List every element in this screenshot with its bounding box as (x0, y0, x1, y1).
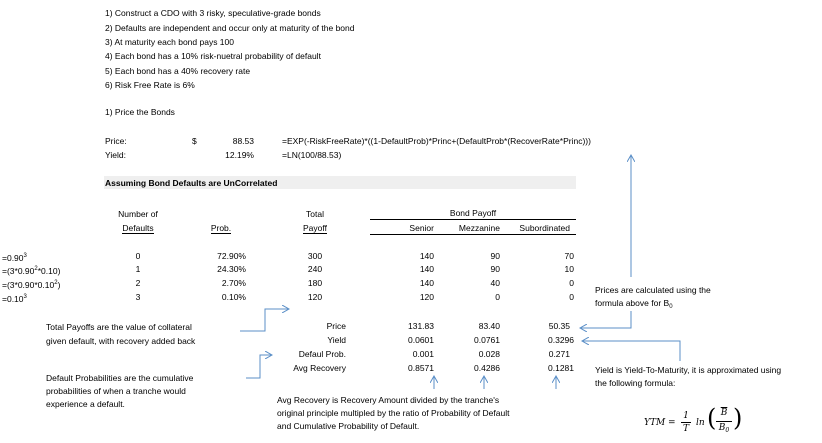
ytm-frac-den: T (682, 424, 689, 434)
header-defaults: Defaults (122, 223, 154, 233)
section-title: Assuming Bond Defaults are UnCorrelated (105, 178, 278, 188)
row-formula: $=(3*0.90^2*0.10)$ (2, 266, 61, 276)
note-prices-calc-1: Prices are calculated using the (595, 285, 711, 295)
result-subordinated: 0.271 (548, 349, 570, 359)
row-total: 240 (307, 264, 323, 274)
assumption-4: 4) Each bond has a 10% risk-nuetral probability of default (105, 51, 321, 61)
arrow-default-prob (246, 355, 272, 378)
result-senior: 0.0601 (408, 335, 434, 345)
ytm-bbar: $\overline{B}$ (720, 408, 728, 418)
header-rule (370, 234, 576, 235)
assumption-3: 3) At maturity each bond pays 100 (105, 37, 234, 47)
row-prob: 0.10% (221, 292, 246, 302)
row-subordinated: 70 (564, 251, 574, 261)
assumption-1: 1) Construct a CDO with 3 risky, speculative-grade bonds (105, 8, 321, 18)
row-mezzanine: 40 (490, 278, 500, 288)
ytm-ln: ln (696, 418, 705, 428)
yield-formula: =LN(100/88.53) (282, 150, 342, 160)
result-subordinated: 0.1281 (548, 363, 574, 373)
note-default-probs-1: Default Probabilities are the cumulative (46, 373, 194, 383)
row-total: 180 (307, 278, 323, 288)
assumption-5: 5) Each bond has a 40% recovery rate (105, 66, 251, 76)
ytm-inner-line (716, 421, 732, 422)
row-total: 300 (307, 251, 323, 261)
header-payoff: Payoff (303, 223, 327, 233)
result-label: Avg Recovery (293, 363, 346, 373)
result-mezzanine: 83.40 (478, 321, 500, 331)
result-label: Defaul Prob. (298, 349, 346, 359)
row-subordinated: 0 (569, 278, 574, 288)
result-subordinated: 50.35 (548, 321, 570, 331)
row-mezzanine: 90 (490, 251, 500, 261)
step-price-bonds: 1) Price the Bonds (105, 107, 175, 117)
yield-value: 12.19% (225, 150, 254, 160)
row-prob: 72.90% (217, 251, 246, 261)
arrow-total-payoff (240, 309, 289, 331)
row-formula: $=0.10^3$ (2, 294, 27, 304)
price-label: Price: (105, 136, 127, 146)
note-default-probs-3: experience a default. (46, 399, 125, 409)
header-subordinated: Subordinated (519, 223, 570, 233)
row-defaults: 2 (135, 278, 141, 288)
row-senior: 140 (419, 251, 434, 261)
header-mezzanine: Mezzanine (458, 223, 500, 233)
note-default-probs-2: probabilities of when a tranche would (46, 386, 186, 396)
row-total: 120 (307, 292, 323, 302)
row-senior: 140 (419, 278, 434, 288)
header-bond-payoff: Bond Payoff (449, 208, 497, 218)
bond-payoff-rule (370, 219, 576, 220)
note-yield-def-1: Yield is Yield-To-Maturity, it is approximated using (595, 365, 782, 375)
price-value: 88.53 (232, 136, 254, 146)
ytm-lhs: YTM = (644, 418, 676, 428)
row-defaults: 0 (135, 251, 141, 261)
result-label: Yield (327, 335, 346, 345)
header-prob: Prob. (210, 223, 232, 233)
row-senior: 120 (419, 292, 434, 302)
price-formula: =EXP(-RiskFreeRate)*((1-DefaultProb)*Princ+(DefaultProb*(RecoverRate*Princ))) (282, 136, 591, 146)
arrow-yield-def (582, 341, 680, 361)
row-prob: 2.70% (221, 278, 246, 288)
arrow-prices-calc (580, 311, 631, 328)
row-defaults: 1 (135, 264, 141, 274)
row-defaults: 3 (135, 292, 141, 302)
yield-label: Yield: (105, 150, 126, 160)
header-senior: Senior (409, 223, 434, 233)
result-senior: 0.8571 (408, 363, 434, 373)
assumption-6: 6) Risk Free Rate is 6% (105, 80, 195, 90)
ytm-frac-line (681, 422, 691, 423)
row-mezzanine: 90 (490, 264, 500, 274)
note-avg-recovery-1: Avg Recovery is Recovery Amount divided by the tranche's (277, 395, 500, 405)
result-mezzanine: 0.028 (478, 349, 500, 359)
note-yield-def-2: the following formula: (595, 378, 676, 388)
row-subordinated: 0 (569, 292, 574, 302)
ytm-b0: $B_0$ (718, 423, 730, 434)
row-mezzanine: 0 (495, 292, 500, 302)
ytm-frac-num: 1 (683, 411, 689, 421)
ytm-lparen: ( (707, 404, 717, 432)
note-total-payoffs-1: Total Payoffs are the value of collateral (46, 322, 192, 332)
note-prices-calc-2: formula above for $B_0$ (595, 298, 673, 310)
row-subordinated: 10 (564, 264, 574, 274)
result-mezzanine: 0.4286 (474, 363, 500, 373)
price-currency: $ (192, 136, 197, 146)
assumption-2: 2) Defaults are independent and occur only at maturity of the bond (105, 23, 355, 33)
note-avg-recovery-3: and Cumulative Probability of Default. (277, 421, 420, 431)
result-subordinated: 0.3296 (548, 335, 574, 345)
row-senior: 140 (419, 264, 434, 274)
header-total: Total (306, 209, 324, 219)
result-senior: 0.001 (412, 349, 434, 359)
row-formula: $=0.90^3$ (2, 253, 27, 263)
result-mezzanine: 0.0761 (474, 335, 500, 345)
row-formula: $=(3*0.90*0.10^2)$ (2, 280, 61, 290)
header-number-of: Number of (118, 209, 158, 219)
note-avg-recovery-2: original principle multipled by the ratio of Probability of Default (277, 408, 510, 418)
row-prob: 24.30% (217, 264, 246, 274)
ytm-rparen: ) (733, 404, 743, 432)
note-total-payoffs-2: given default, with recovery added back (46, 336, 196, 346)
result-senior: 131.83 (408, 321, 434, 331)
result-label: Price (326, 321, 346, 331)
